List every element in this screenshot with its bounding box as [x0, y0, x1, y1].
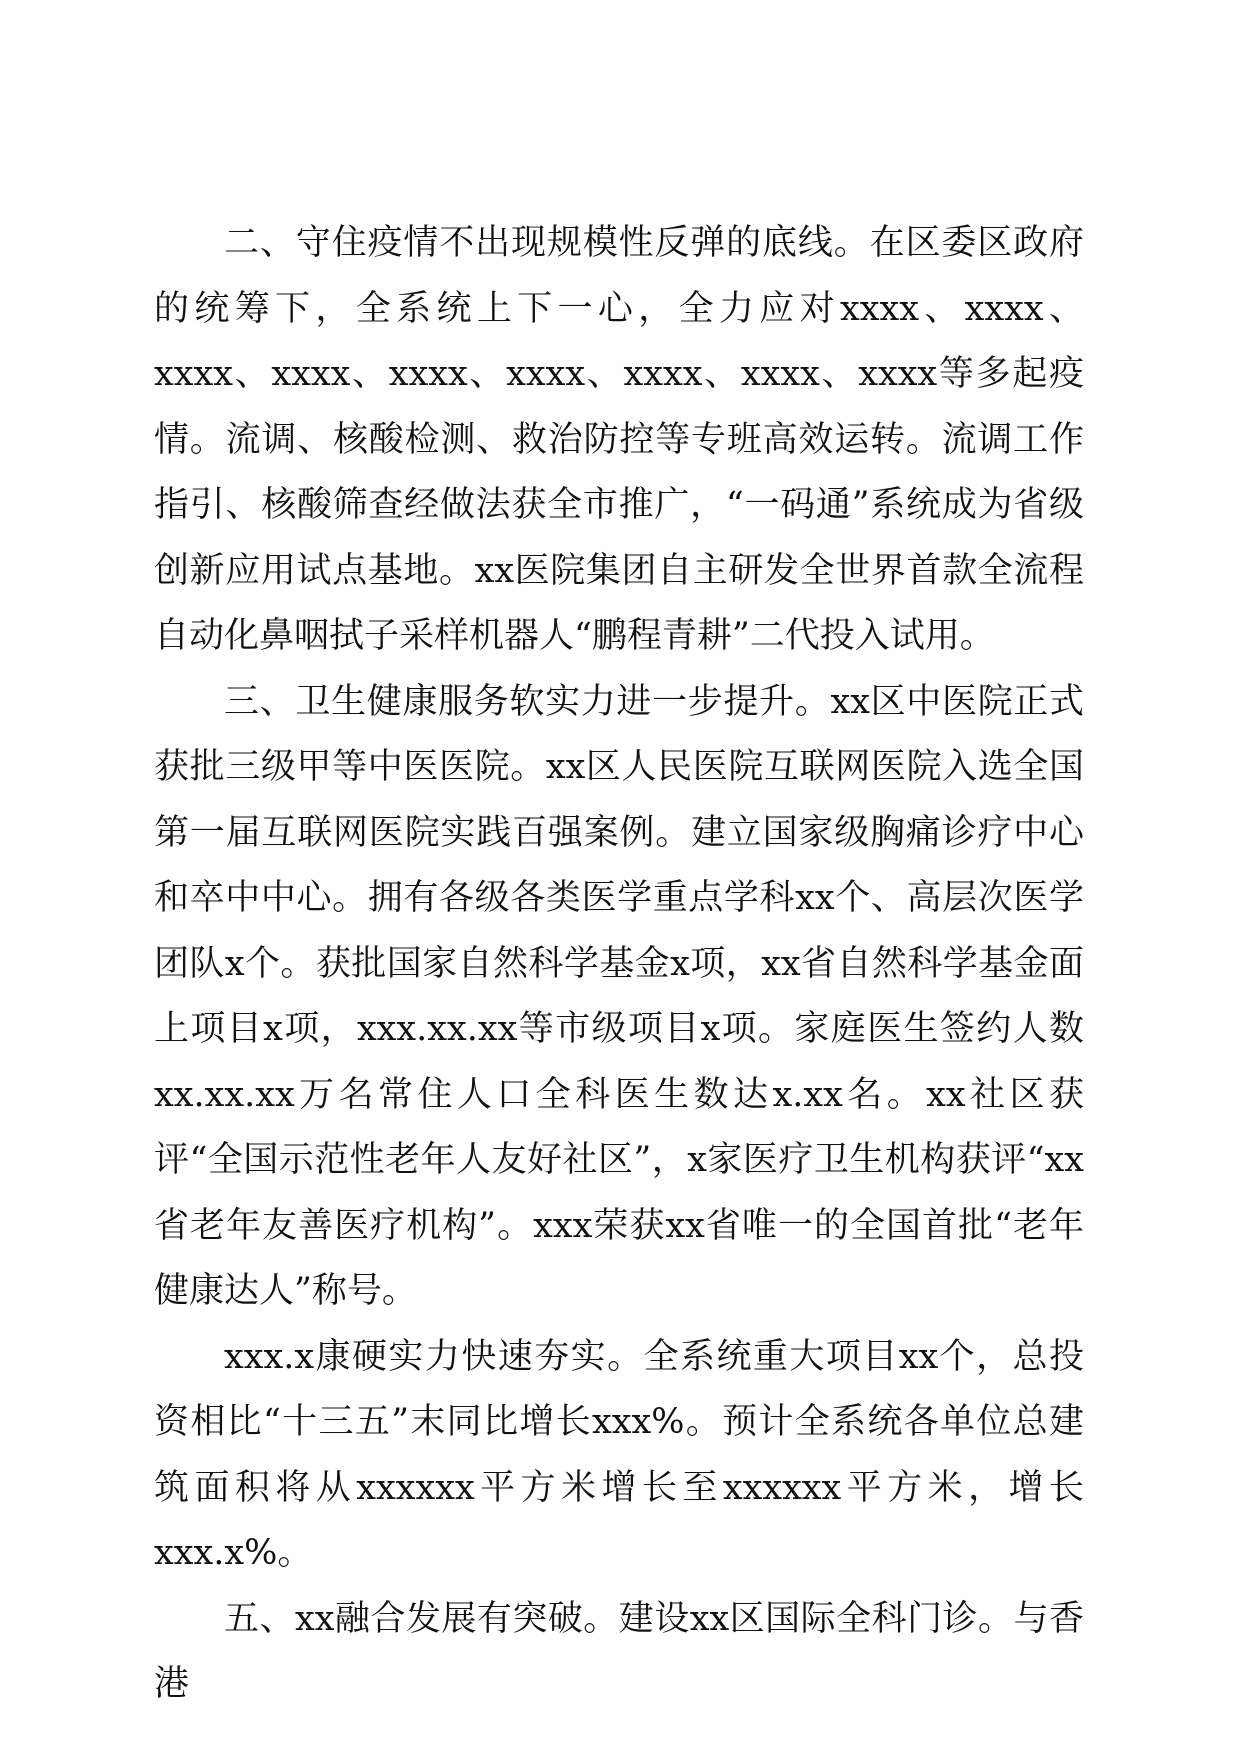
- paragraph-soft-power: 三、卫生健康服务软实力进一步提升。xx区中医院正式获批三级甲等中医医院。xx区人民医院互联网医院入选全国第一届互联网医院实践百强案例。建立国家级胸痛诊疗中心和卒中中心。拥有各级各类医学重点学科xx个、高层次医学团队x个。获批国家自然科学基金x项，xx省自然科学基金面上项目x项，xxx.xx.xx等市级项目x项。家庭医生签约人数xx.xx.xx万名常住人口全科医生数达x.xx名。xx社区获评“全国示范性老年人友好社区”，x家医疗卫生机构获评“xx省老年友善医疗机构”。xxx荣获xx省唯一的全国首批“老年健康达人”称号。: [154, 681, 1084, 1311]
- paragraph-epidemic-control: 二、守住疫情不出现规模性反弹的底线。在区委区政府的统筹下，全系统上下一心，全力应对xxxx、xxxx、xxxx、xxxx、xxxx、xxxx、xxxx、xxxx、xxxx等多起疫情。流调、核酸检测、救治防控等专班高效运转。流调工作指引、核酸筛查经做法获全市推广，“一码通”系统成为省级创新应用试点基地。xx医院集团自主研发全世界首款全流程自动化鼻咽拭子采样机器人“鹏程青耕”二代投入试用。: [154, 223, 1084, 656]
- paragraph-integration: 五、xx融合发展有突破。建设xx区国际全科门诊。与香港: [154, 1598, 1084, 1704]
- body-text: [154, 211, 1084, 1718]
- paragraph-hard-power: xxx.x康硬实力快速夯实。全系统重大项目xx个，总投资相比“十三五”末同比增长xxx%。预计全系统各单位总建筑面积将从xxxxxx平方米增长至xxxxxx平方米，增长xxx.x%。: [154, 1336, 1084, 1573]
